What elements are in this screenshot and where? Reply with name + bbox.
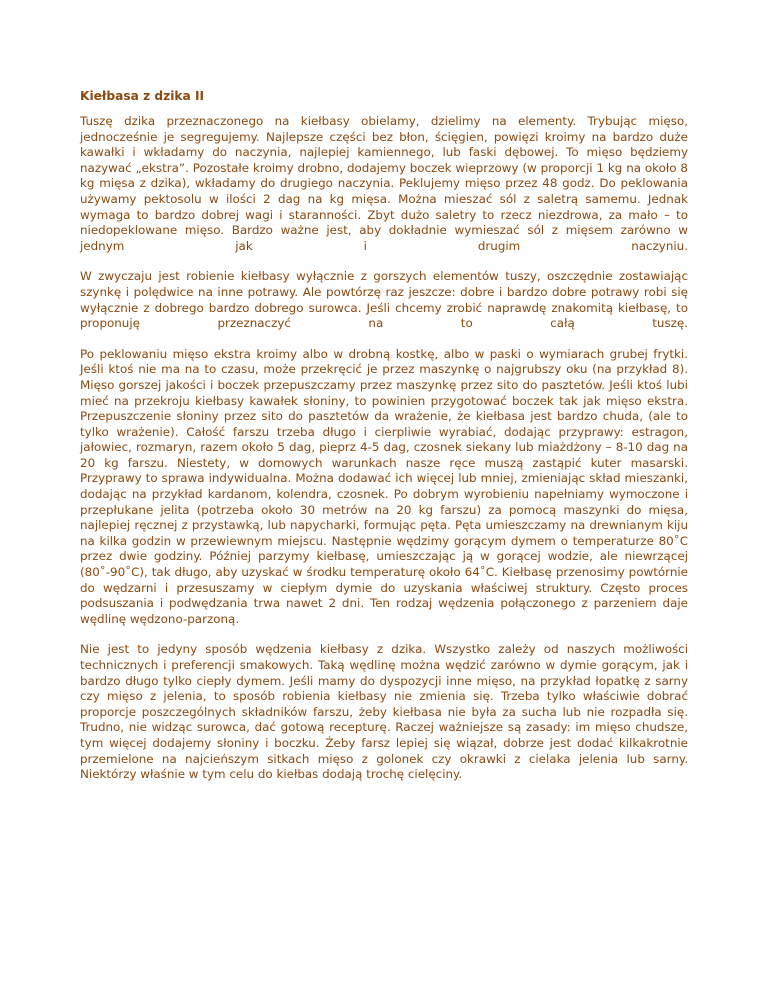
paragraph-2: W zwyczaju jest robienie kiełbasy wyłącznie z gorszych elementów tuszy, oszczędnie zostawiając szynkę i polędwice na inne potrawy. Ale powtórzę raz jeszcze: dobre i bardzo dobre potrawy robi się wyłącznie z dobrego bardzo dobrego surowca. Jeśli chcemy zrobić naprawdę znakomitą kiełbasę, to proponuję przeznaczyć na to całą tuszę. — [80, 269, 688, 331]
paragraph-3: Po peklowaniu mięso ekstra kroimy albo w drobną kostkę, albo w paski o wymiarach grubej frytki. Jeśli ktoś nie ma na to czasu, może przekręcić je przez maszynkę o najgrubszy oku (na przykład 8). Mięso gorszej jakości i boczek przepuszczamy przez maszynkę przez sito do pasztetów. Jeśli ktoś lubi mieć na przekroju kiełbasy kawałek słoniny, to powinien przygotować boczek tak jak mięso ekstra. Przepuszczenie słoniny przez sito do pasztetów da wrażenie, że kiełbasa jest bardzo chuda, (ale to tylko wrażenie). Całość farszu trzeba długo i cierpliwie wyrabiać, dodając przyprawy: estragon, jałowiec, rozmaryn, razem około 5 dag, pieprz 4-5 dag, czosnek siekany lub miażdżony – 8-10 dag na 20 kg farszu. Niestety, w domowych warunkach nasze ręce muszą zastąpić kuter masarski. Przyprawy to sprawa indywidualna. Można dodawać ich więcej lub mniej, zmieniając skład mieszanki, dodając na przykład kardanom, kolendra, czosnek. Po dobrym wyrobieniu napełniamy wymoczone i przepłukane jelita (potrzeba około 30 metrów na 20 kg farszu) za pomocą maszynki do mięsa, najlepiej ręcznej z przystawką, lub napycharki, formując pęta. Pęta umieszczamy na drewnianym kiju na kilka godzin w przewiewnym miejscu. Następnie wędzimy gorącym dymem o temperaturze 80˚C przez dwie godziny. Później parzymy kiełbasę, umieszczając ją w gorącej wodzie, ale niewrzącej (80˚-90˚C), tak długo, aby uzyskać w środku temperaturę około 64˚C. Kiełbasę przenosimy powtórnie do wędzarni i przesuszamy w ciepłym dymie do uzyskania właściwej struktury. Często proces podsuszania i podwędzania trwa nawet 2 dni. Ten rodzaj wędzenia połączonego z parzeniem daje wędlinę wędzono-parzoną. — [80, 346, 688, 626]
paragraph-1: Tuszę dzika przeznaczonego na kiełbasy obielamy, dzielimy na elementy. Trybując mięso, jednocześnie je segregujemy. Najlepsze części bez błon, ścięgien, powięzi kroimy na bardzo duże kawałki i wkładamy do naczynia, najlepiej kamiennego, lub faski dębowej. To mięso będziemy nazywać „ekstra”. Pozostałe kroimy drobno, dodajemy boczek wieprzowy (w proporcji 1 kg na około 8 kg mięsa z dzika), wkładamy do drugiego naczynia. Peklujemy mięso przez 48 godz. Do peklowania używamy pektosolu w ilości 2 dag na kg mięsa. Można mieszać sól z saletrą samemu. Jednak wymaga to bardzo dobrej wagi i staranności. Zbyt dużo saletry to rzecz niezdrowa, za mało – to niedopeklowane mięso. Bardzo ważne jest, aby dokładnie wymieszać sól z mięsem zarówno w jednym jak i drugim naczyniu. — [80, 114, 688, 253]
document-title: Kiełbasa z dzika II — [80, 89, 205, 103]
document-page — [80, 88, 688, 798]
paragraph-4: Nie jest to jedyny sposób wędzenia kiełbasy z dzika. Wszystko zależy od naszych możliwości technicznych i preferencji smakowych. Taką wędlinę można wędzić zarówno w dymie gorącym, jak i bardzo długo tylko ciepły dymem. Jeśli mamy do dyspozycji inne mięso, na przykład łopatkę z sarny czy mięso z jelenia, to sposób robienia kiełbasy nie zmienia się. Trzeba tylko właściwie dobrać proporcje poszczególnych składników farszu, żeby kiełbasa nie była za sucha lub nie rozpadła się. Trudno, nie widząc surowca, dać gotową recepturę. Raczej ważniejsze są zasady: im mięso chudsze, tym więcej dodajemy słoniny i boczku. Żeby farsz lepiej się wiązał, dobrze jest dodać kilkakrotnie przemielone na najcieńszym sitkach mięso z golonek czy okrawki z cielaka jelenia lub sarny. Niektórzy właśnie w tym celu do kiełbas dodają trochę cielęciny. — [80, 642, 688, 782]
